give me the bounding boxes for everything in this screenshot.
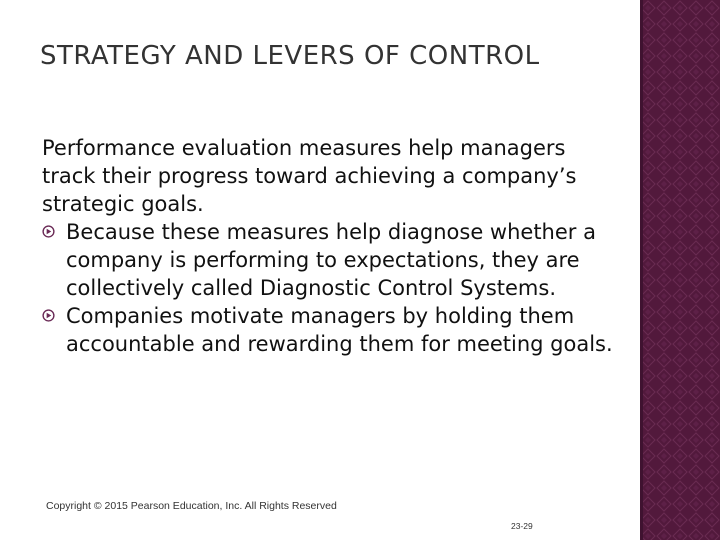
slide-body — [42, 134, 622, 358]
bullet-item — [42, 302, 622, 358]
intro-paragraph: Performance evaluation measures help managers track their progress toward achieving a company’s strategic goals. — [42, 136, 577, 216]
bullet-list — [42, 218, 622, 358]
circled-bullet-icon — [42, 309, 55, 322]
side-decor-panel — [640, 0, 720, 540]
page-number: 23-29 — [511, 521, 533, 531]
circled-bullet-icon — [42, 225, 55, 238]
bullet-text: Because these measures help diagnose whether a company is performing to expectations, they are collectively called Diagnostic Control Systems. — [66, 220, 596, 300]
bullet-item — [42, 218, 622, 302]
slide-title: STRATEGY AND LEVERS OF CONTROL — [40, 41, 540, 71]
bullet-text: Companies motivate managers by holding them accountable and rewarding them for meeting goals. — [66, 304, 613, 356]
diamond-pattern — [640, 0, 720, 540]
copyright-footer: Copyright © 2015 Pearson Education, Inc. All Rights Reserved — [46, 500, 337, 512]
